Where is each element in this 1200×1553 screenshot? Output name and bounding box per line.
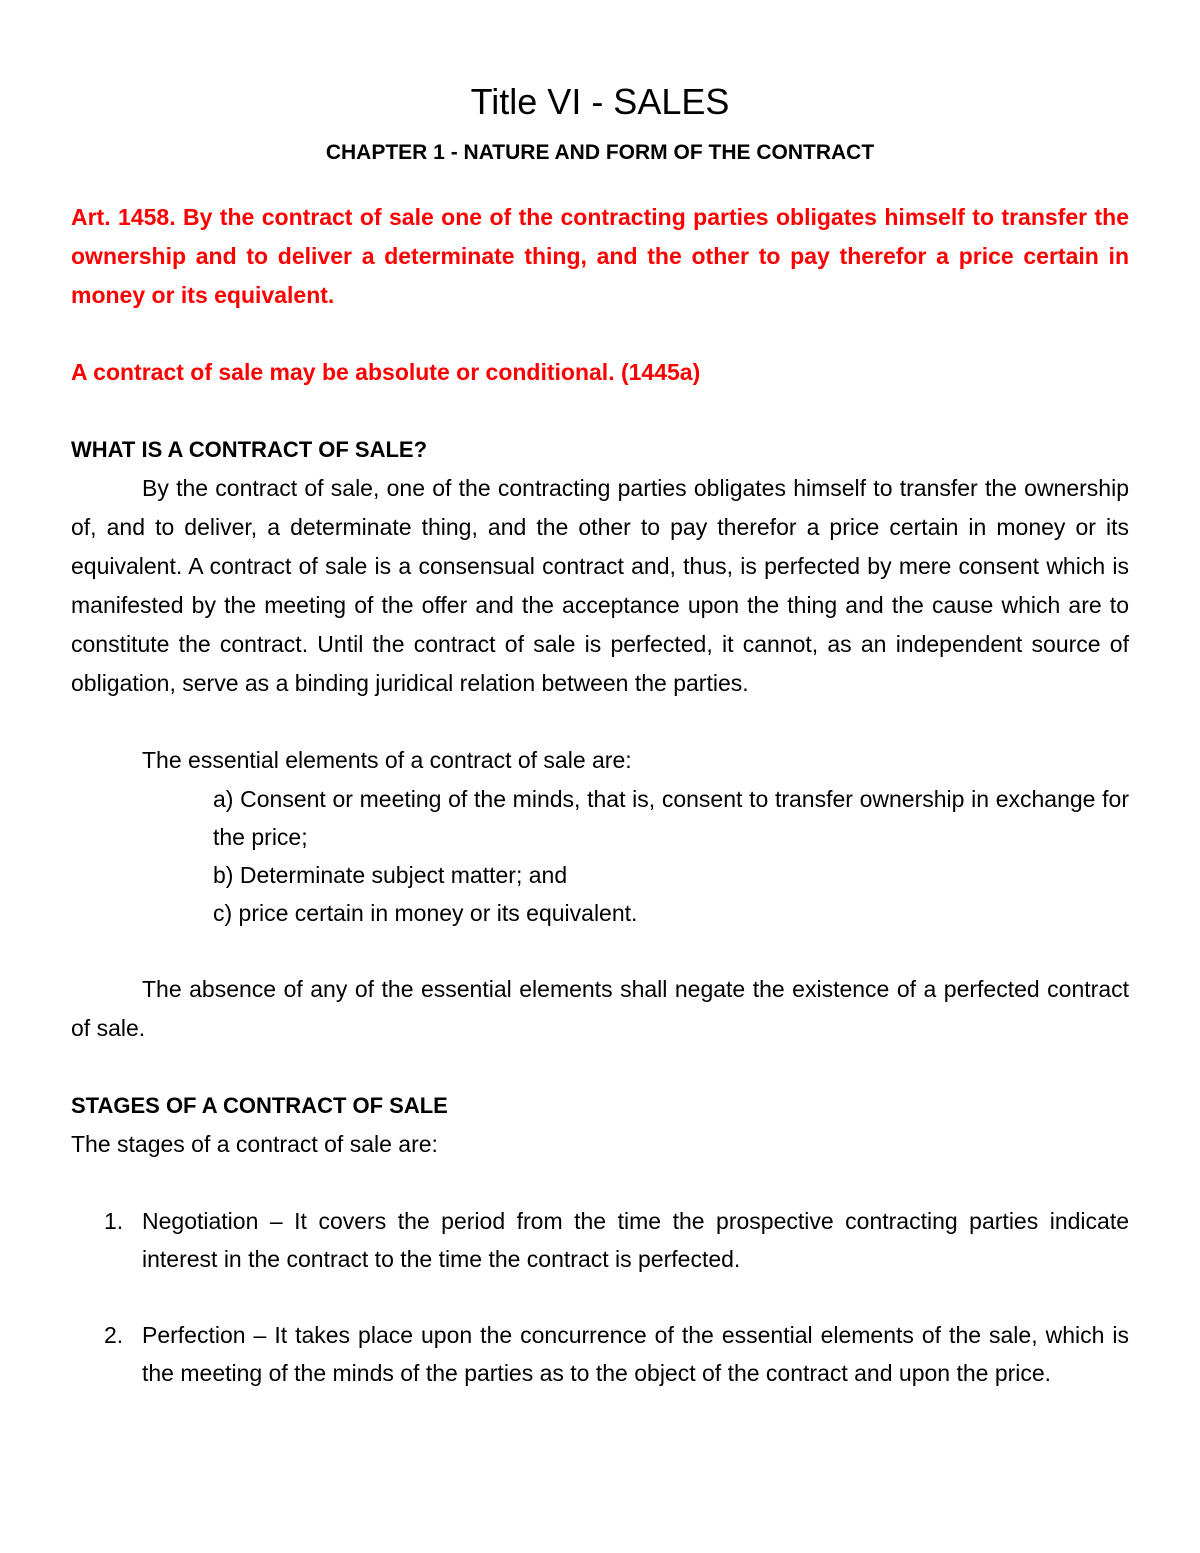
- stages-list: [71, 1202, 1129, 1392]
- document-title: Title VI - SALES: [470, 81, 730, 122]
- article-1458: Art. 1458. By the contract of sale one of the contracting parties obligates himself to transfer the ownership and to deliver a determinate thing, and the other to pay therefor a price certain in money or its equivalent.: [71, 204, 1129, 308]
- stage-item: [71, 1202, 1129, 1278]
- stage-number: 2.: [104, 1322, 124, 1348]
- elements-intro: The essential elements of a contract of sale are:: [142, 747, 632, 773]
- stage-number: 1.: [104, 1208, 124, 1234]
- spacer: [71, 932, 1129, 970]
- element-item: b) Determinate subject matter; and: [213, 862, 568, 888]
- document-page: [71, 78, 1129, 1430]
- spacer: [71, 703, 1129, 741]
- spacer: [71, 1164, 1129, 1202]
- stage-text: Perfection – It takes place upon the concurrence of the essential elements of the sale, which is the meeting of the minds of the parties as to the object of the contract and upon the price.: [142, 1322, 1129, 1386]
- elements-list: [71, 780, 1129, 932]
- element-item: a) Consent or meeting of the minds, that is, consent to transfer ownership in exchange for the price;: [213, 786, 1129, 850]
- element-item: c) price certain in money or its equivalent.: [213, 900, 638, 926]
- stages-intro: The stages of a contract of sale are:: [71, 1131, 438, 1157]
- conditional-note: A contract of sale may be absolute or conditional. (1445a): [71, 359, 701, 385]
- what-is-paragraph: By the contract of sale, one of the contracting parties obligates himself to transfer the ownership of, and to deliver, a determinate thing, and the other to pay therefor a price certain in money or its equivalent. A contract of sale is a consensual contract and, thus, is perfected by mere consent which is manifested by the meeting of the offer and the acceptance upon the thing and the cause which are to constitute the contract. Until the contract of sale is perfected, it cannot, as an independent source of obligation, serve as a binding juridical relation between the parties.: [71, 475, 1129, 696]
- chapter-heading: CHAPTER 1 - NATURE AND FORM OF THE CONTRACT: [325, 141, 875, 164]
- stages-heading: STAGES OF A CONTRACT OF SALE: [71, 1093, 448, 1118]
- what-is-heading: WHAT IS A CONTRACT OF SALE?: [71, 437, 428, 462]
- stage-text: Negotiation – It covers the period from the time the prospective contracting parties indicate interest in the contract to the time the contract is perfected.: [142, 1208, 1129, 1272]
- stage-item: [71, 1316, 1129, 1392]
- absence-paragraph: The absence of any of the essential elements shall negate the existence of a perfected contract of sale.: [71, 976, 1129, 1041]
- spacer: [71, 1048, 1129, 1086]
